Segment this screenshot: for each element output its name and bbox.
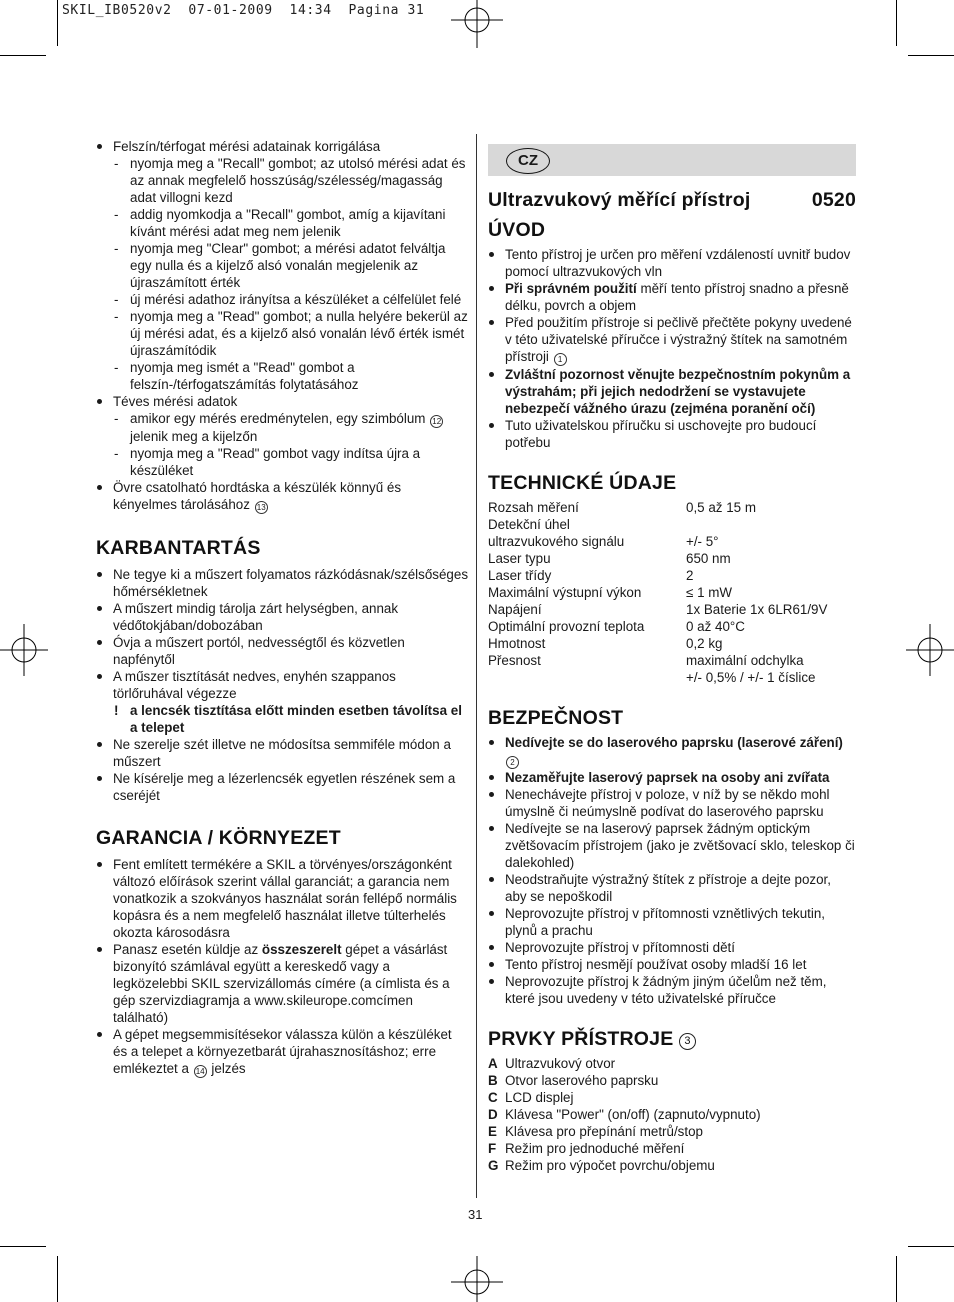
table-row xyxy=(488,618,856,635)
text: Panasz esetén küldje az xyxy=(113,942,259,957)
spec-label: Laser typu xyxy=(488,551,551,566)
print-slug: SKIL_IB0520v2 07-01-2009 14:34 Pagina 31 xyxy=(62,3,425,18)
spec-label xyxy=(488,669,686,686)
warranty-heading: GARANCIA / KÖRNYEZET xyxy=(96,827,341,849)
list-item xyxy=(488,314,856,366)
part-label: Klávesa "Power" (on/off) (zapnuto/vypnuto) xyxy=(505,1107,761,1122)
list-item: Neprovozujte přístroj v přítomnosti dětí xyxy=(488,939,856,956)
list-item: Tento přístroj nesmějí používat osoby mladší 16 let xyxy=(488,956,856,973)
specs-heading: TECHNICKÉ ÚDAJE xyxy=(488,472,677,494)
bold-text: Nedívejte se do laserového paprsku (laserové záření) xyxy=(505,735,843,750)
crop-mark xyxy=(0,55,46,56)
bold-text: Nezaměřujte laserový paprsek na osoby ani zvířata xyxy=(505,770,830,785)
language-bar xyxy=(488,144,856,176)
correction-title: Felszín/térfogat mérési adatainak korrigálása xyxy=(113,139,381,154)
part-label: Režim pro jednoduché měření xyxy=(505,1141,685,1156)
part-letter: E xyxy=(488,1124,497,1139)
spec-label: Laser třídy xyxy=(488,568,552,583)
part-letter: F xyxy=(488,1141,497,1156)
list-item xyxy=(96,479,468,514)
spec-label: Rozsah měření xyxy=(488,500,579,515)
bullet-list xyxy=(96,856,468,1078)
specs-table xyxy=(488,499,856,686)
list-item xyxy=(488,1106,856,1123)
column-divider xyxy=(476,134,477,1198)
page-number: 31 xyxy=(468,1207,483,1222)
spec-value: 0 až 40°C xyxy=(686,619,745,634)
list-item: Nenechávejte přístroj v poloze, v níž by se někdo mohl úmyslně či neúmyslně podívat do laserového paprsku xyxy=(488,786,856,820)
model-number: 0520 xyxy=(811,189,856,211)
list-item xyxy=(488,1123,856,1140)
figure-ref: 2 xyxy=(506,756,519,769)
part-letter: B xyxy=(488,1073,498,1088)
registration-mark-icon xyxy=(447,1256,507,1302)
spec-label: Napájení xyxy=(488,602,542,617)
table-row xyxy=(488,669,856,686)
dash-list xyxy=(113,410,468,479)
table-row xyxy=(488,499,856,516)
table-row xyxy=(488,601,856,618)
list-item: - addig nyomkodja a "Recall" gombot, amíg a kijavítani kívánt mérési adat meg nem jelenik xyxy=(113,206,468,240)
list-item: Tuto uživatelskou příručku si uschovejte pro budoucí potřebu xyxy=(488,417,856,451)
figure-ref: 13 xyxy=(255,501,268,514)
figure-ref: 1 xyxy=(554,353,567,366)
crop-mark xyxy=(896,1256,897,1302)
text: měří tento přístroj snadno a přesně délku, povrch a objem xyxy=(505,281,849,313)
list-item xyxy=(96,138,468,393)
list-item xyxy=(113,410,468,445)
spec-label: Hmotnost xyxy=(488,636,546,651)
list-item: - nyomja meg a "Recall" gombot; az utolsó mérési adat és az annak megfelelő hosszúság/szélesség/magasság adat villogni kezd xyxy=(113,155,468,206)
bullet-list xyxy=(488,734,856,1007)
maintenance-heading: KARBANTARTÁS xyxy=(96,537,261,559)
dash-list xyxy=(113,702,468,736)
spec-value: maximální odchylka xyxy=(686,653,804,668)
part-label: Ultrazvukový otvor xyxy=(505,1056,616,1071)
table-row xyxy=(488,550,856,567)
crop-mark xyxy=(908,1246,954,1247)
registration-mark-icon xyxy=(447,0,507,50)
list-item xyxy=(488,280,856,314)
list-item: - nyomja meg a "Read" gombot; a nulla helyére bekerül az új mérési adat, és a kijelző alsó vonalán lévő érték ismét újraszámítódik xyxy=(113,308,468,359)
spec-label: Optimální provozní teplota xyxy=(488,619,645,634)
crop-mark xyxy=(57,1256,58,1302)
part-letter: A xyxy=(488,1056,498,1071)
list-item xyxy=(488,1140,856,1157)
intro-heading: ÚVOD xyxy=(488,219,546,241)
figure-ref: 12 xyxy=(430,415,443,428)
spec-label: Maximální výstupní výkon xyxy=(488,585,642,600)
list-item: Neprovozujte přístroj v přítomnosti vznětlivých tekutin, plynů a prachu xyxy=(488,905,856,939)
list-item: - új mérési adathoz irányítsa a készüléket a célfelület felé xyxy=(113,291,468,308)
text: Před použitím přístroje si pečlivě přečtěte pokyny uvedené v této uživatelské příručce i výstražný štítek na samotném přístroji xyxy=(505,315,852,364)
list-item xyxy=(488,366,856,417)
bold-text: Při správném použití xyxy=(505,281,637,296)
spec-label: Přesnost xyxy=(488,653,541,668)
bold-text: összeszerelt xyxy=(261,942,342,957)
product-title-row xyxy=(488,188,856,212)
list-item xyxy=(96,1026,468,1078)
parts-heading xyxy=(488,1027,856,1051)
spec-label: ultrazvukového signálu xyxy=(488,534,625,549)
part-letter: G xyxy=(488,1158,499,1173)
part-label: Otvor laserového paprsku xyxy=(505,1073,659,1088)
table-row xyxy=(488,516,856,533)
part-label: LCD displej xyxy=(505,1090,574,1105)
language-badge: CZ xyxy=(506,148,550,174)
list-item: Ne kísérelje meg a lézerlencsék egyetlen részének sem a cseréjét xyxy=(96,770,468,804)
text: A gépet megsemmisítésekor válassza külön a készüléket és a telepet a környezetbarát újrahasznosításhoz; erre emlékeztet a xyxy=(113,1027,452,1076)
spec-label: Detekční úhel xyxy=(488,517,570,532)
errors-title: Téves mérési adatok xyxy=(113,394,238,409)
list-item xyxy=(488,1055,856,1072)
list-item: Fent említett termékére a SKIL a törvényes/országonként változó előírások szerint vállal garanciát; a garancia nem vonatkozik a szokványos használat során fellépő normális kopásra és a nem megfelelő használat illetve túlterhelés okozta károsodásra xyxy=(96,856,468,941)
list-item xyxy=(96,393,468,479)
left-column xyxy=(96,138,468,1078)
registration-mark-icon xyxy=(0,620,52,680)
list-item: Neodstraňujte výstražný štítek z přístroje a dejte pozor, aby se nepoškodil xyxy=(488,871,856,905)
warning-item: ! a lencsék tisztítása előtt minden esetben távolítsa el a telepet xyxy=(113,702,468,736)
text: jelzés xyxy=(211,1061,246,1076)
spec-value xyxy=(686,516,856,533)
spec-value: +/- 0,5% / +/- 1 číslice xyxy=(686,670,816,685)
text: Övre csatolható hordtáska a készülék könnyű és kényelmes tárolásához xyxy=(113,480,402,512)
list-item: - nyomja meg "Clear" gombot; a mérési adatot felváltja egy nulla és a kijelző alsó vonalán megjelenik az újraszámított érték xyxy=(113,240,468,291)
bullet-list xyxy=(96,566,468,804)
spec-value: 2 xyxy=(686,568,694,583)
list-item xyxy=(96,668,468,736)
table-row xyxy=(488,567,856,584)
figure-ref: 3 xyxy=(679,1033,696,1050)
table-row xyxy=(488,584,856,601)
list-item xyxy=(488,734,856,769)
list-item: A műszert mindig tárolja zárt helységben, annak védőtokjában/dobozában xyxy=(96,600,468,634)
right-column xyxy=(488,144,856,1174)
list-item: - nyomja meg a "Read" gombot vagy indítsa újra a készüléket xyxy=(113,445,468,479)
crop-mark xyxy=(57,0,58,46)
spec-value: 0,2 kg xyxy=(686,636,723,651)
list-item: Ne tegye ki a műszert folyamatos rázkódásnak/szélsőséges hőmérsékletnek xyxy=(96,566,468,600)
list-item xyxy=(488,1072,856,1089)
list-item: Ne szerelje szét illetve ne módosítsa semmiféle módon a műszert xyxy=(96,736,468,770)
list-item xyxy=(96,941,468,1026)
crop-mark xyxy=(0,1246,46,1247)
crop-mark xyxy=(908,55,954,56)
list-item xyxy=(488,1157,856,1174)
table-row xyxy=(488,652,856,669)
bold-text: Zvláštní pozornost věnujte bezpečnostním pokynům a výstrahám; při jejich nedodržení se vystavujete nebezpečí vážného úrazu (zejména poranění očí) xyxy=(505,367,851,416)
product-title: Ultrazvukový měřící přístroj xyxy=(488,189,751,211)
list-item: Tento přístroj je určen pro měření vzdáleností uvnitř budov pomocí ultrazvukových vln xyxy=(488,246,856,280)
text: amikor egy mérés eredménytelen, egy szimbólum xyxy=(130,411,426,426)
dash-list xyxy=(113,155,468,393)
spec-value: 650 nm xyxy=(686,551,731,566)
list-item xyxy=(488,769,856,786)
part-label: Klávesa pro přepínání metrů/stop xyxy=(505,1124,703,1139)
text: gépet a vásárlást bizonyító számlával együtt a kereskedő vagy a legközelebbi SKIL szervizállomás címére (a címlista és a gép szervizdiagramja a www.skileurope.comcímen található) xyxy=(113,942,450,1025)
bullet-list xyxy=(96,138,468,514)
spec-value: 0,5 až 15 m xyxy=(686,500,756,515)
part-letter: C xyxy=(488,1090,498,1105)
spec-value: +/- 5° xyxy=(686,534,719,549)
part-label: Režim pro výpočet povrchu/objemu xyxy=(505,1158,715,1173)
spec-value: ≤ 1 mW xyxy=(686,585,733,600)
list-item: Nedívejte se na laserový paprsek žádným optickým zvětšovacím přístrojem (jako je zvětšovací sklo, teleskop či dalekohled) xyxy=(488,820,856,871)
parts-title: PRVKY PŘÍSTROJE xyxy=(488,1028,674,1050)
bullet-list xyxy=(488,246,856,451)
part-letter: D xyxy=(488,1107,498,1122)
text: A műszer tisztítását nedves, enyhén szappanos törlőruhával végezze xyxy=(113,669,396,701)
table-row xyxy=(488,635,856,652)
list-item: Óvja a műszert portól, nedvességtől és közvetlen napfénytől xyxy=(96,634,468,668)
list-item xyxy=(488,1089,856,1106)
text: jelenik meg a kijelzőn xyxy=(130,429,258,444)
parts-list xyxy=(488,1055,856,1174)
safety-heading: BEZPEČNOST xyxy=(488,707,624,729)
crop-mark xyxy=(896,0,897,46)
spec-value: 1x Baterie 1x 6LR61/9V xyxy=(686,602,828,617)
table-row xyxy=(488,533,856,550)
list-item: - nyomja meg ismét a "Read" gombot a felszín-/térfogatszámítás folytatásához xyxy=(113,359,468,393)
figure-ref: 14 xyxy=(194,1065,207,1078)
registration-mark-icon xyxy=(902,620,954,680)
list-item: Neprovozujte přístroj k žádným jiným účelům než těm, které jsou uvedeny v této uživatelské příručce xyxy=(488,973,856,1007)
